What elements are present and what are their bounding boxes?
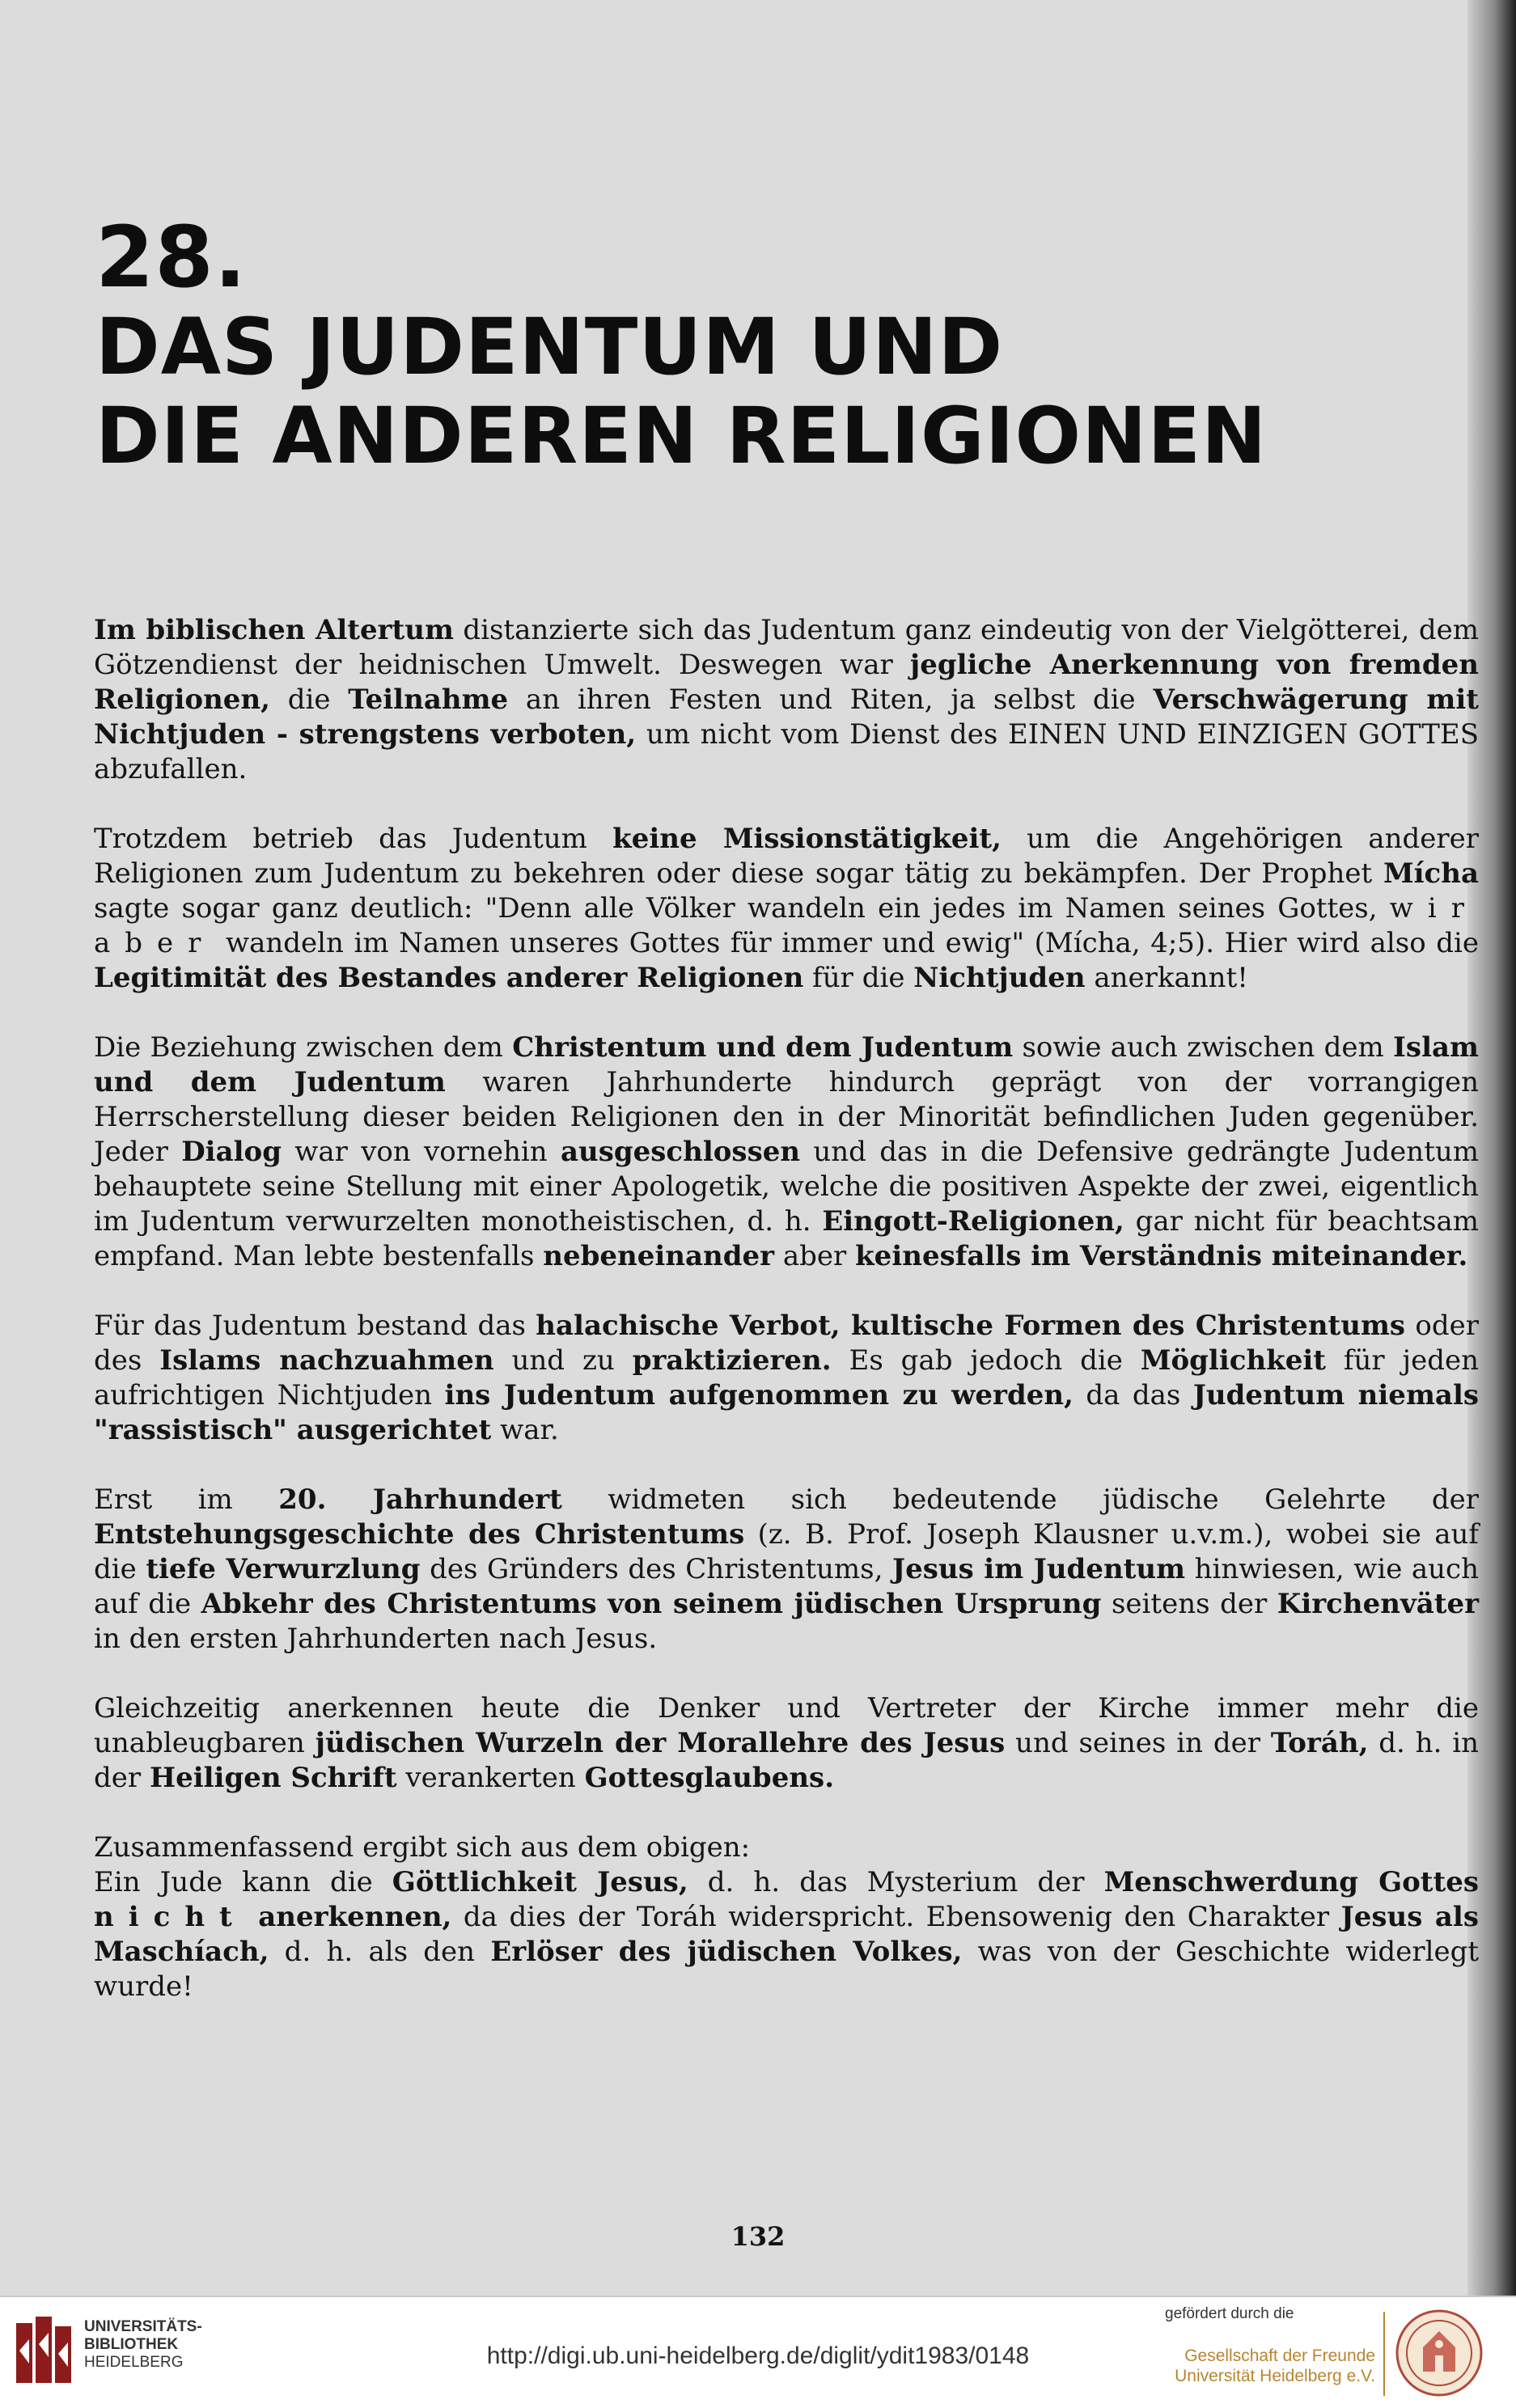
bold-phrase: Eingott-Religionen, (822, 1205, 1124, 1238)
summary-paragraph (94, 1830, 1479, 2004)
text-run: Erst im (94, 1483, 279, 1516)
bold-phrase: keine Missionstätigkeit, (612, 823, 1001, 855)
text-run: und das in die Defensive gedrängte Judentum behauptete seine Stellung mit einer Apologetik, welche die positiven Aspekte der zwei, eigentlich im Judentum verwurzelten monotheistischen, d. h. (94, 1136, 1480, 1238)
text-run: gar nicht für beachtsam empfand. Man lebte bestenfalls (94, 1205, 1479, 1272)
text-run: hinwiesen, wie auch auf die (94, 1553, 1479, 1620)
text-run: Es gab jedoch die (831, 1344, 1141, 1377)
text-run: aber (774, 1240, 856, 1272)
university-seal-icon (1395, 2309, 1484, 2397)
bold-phrase: Gottesglaubens. (584, 1762, 835, 1794)
bold-phrase: Möglichkeit (1140, 1344, 1326, 1377)
paragraph (94, 1483, 1479, 1657)
text-run: d. h. als den (269, 1936, 491, 1968)
paragraph (94, 822, 1479, 996)
bold-phrase: Nichtjuden (913, 962, 1086, 994)
text-run: Die Beziehung zwischen dem (94, 1031, 513, 1064)
text-run: war von vornehin (282, 1136, 561, 1168)
paragraph (94, 1691, 1479, 1796)
text-run: und seines in der (1005, 1727, 1271, 1759)
sponsor-intro: gefördert durch die (1165, 2305, 1294, 2322)
chapter-heading (95, 208, 1430, 481)
chapter-number: 28. (95, 208, 248, 307)
text-run: distanzierte sich das Judentum ganz eindeutig von der Vielgötterei, dem Götzendienst der heidnischen Umwelt. Deswegen war (94, 614, 1479, 681)
bold-phrase: 20. Jahrhundert (278, 1483, 562, 1516)
bold-phrase: Menschwerdung Gottes (1103, 1866, 1479, 1898)
bold-phrase: Islam und dem Judentum (94, 1031, 1479, 1098)
bold-phrase: jüdischen Wurzeln der Morallehre des Jesus (315, 1727, 1006, 1759)
sponsor-divider (1383, 2312, 1385, 2396)
bold-phrase: Heiligen Schrift (149, 1762, 397, 1794)
paragraph (94, 1030, 1479, 1274)
text-run: seitens der (1101, 1588, 1277, 1620)
bold-phrase: keinesfalls im Verständnis miteinander. (855, 1240, 1468, 1272)
bold-phrase: ausgeschlossen (560, 1136, 801, 1168)
paragraph (94, 1309, 1479, 1448)
bold-phrase: Dialog (181, 1136, 282, 1168)
text-run: da das (1073, 1379, 1193, 1411)
text-run: was von der Geschichte widerlegt wurde! (94, 1936, 1479, 2003)
bold-phrase: Islams nachzuahmen (159, 1344, 494, 1377)
text-run: Für das Judentum bestand das (94, 1310, 536, 1342)
text-run: und zu (493, 1344, 633, 1377)
text-run: um nicht vom Dienst des EINEN UND EINZIGEN GOTTES abzufallen. (94, 718, 1479, 785)
bold-phrase: praktizieren. (632, 1344, 832, 1377)
text-run: war. (491, 1414, 559, 1446)
sponsor-name-line-2: Universität Heidelberg e.V. (1175, 2367, 1375, 2385)
sponsor-credit (1165, 2305, 1375, 2386)
bold-phrase: jegliche Anerkennung von fremden Religionen, (94, 649, 1479, 716)
library-name-line-3: HEIDELBERG (84, 2354, 184, 2371)
bold-phrase: Jesus als Maschíach, (94, 1901, 1479, 1968)
bold-phrase: Judentum niemals "rassistisch" ausgerichtet (94, 1379, 1480, 1446)
text-run: Trotzdem betrieb das Judentum (94, 823, 613, 855)
sponsor-name-line-1: Gesellschaft der Freunde (1184, 2347, 1375, 2365)
text-run (247, 1901, 259, 1933)
text-run: d. h. in der (94, 1727, 1479, 1794)
text-run: sagte sogar ganz deutlich: "Denn alle Völker wandeln ein jedes im Namen seines Gottes, (94, 892, 1390, 925)
text-run: um die Angehörigen anderer Religionen zum Judentum zu bekehren oder diese sogar tätig zu bekämpfen. Der Prophet (94, 823, 1479, 890)
text-run: in den ersten Jahrhunderten nach Jesus. (94, 1623, 658, 1655)
bold-phrase: halachische Verbot, kultische Formen des Christentums (536, 1310, 1406, 1342)
text-run: verankerten (396, 1762, 585, 1794)
text-run: da dies der Toráh widerspricht. Ebensowenig den Charakter (451, 1901, 1341, 1933)
text-run: widmeten sich bedeutende jüdische Gelehrte der (561, 1483, 1479, 1516)
text-run: die (270, 683, 349, 716)
text-run: für die (803, 962, 914, 994)
bold-phrase: Kirchenväter (1277, 1588, 1479, 1620)
library-name-line-1: UNIVERSITÄTS- (84, 2318, 202, 2335)
text-run: sowie auch zwischen dem (1013, 1031, 1394, 1064)
library-name-line-2: BIBLIOTHEK (84, 2336, 179, 2353)
body-text (94, 613, 1479, 2039)
text-run: des Gründers des Christentums, (420, 1553, 892, 1585)
bold-phrase: ins Judentum aufgenommen zu werden, (444, 1379, 1073, 1411)
bold-phrase: Teilnahme (348, 683, 509, 716)
bold-phrase: nebeneinander (543, 1240, 775, 1272)
bold-phrase: anerkennen, (258, 1901, 452, 1933)
bold-phrase: Erlöser des jüdischen Volkes, (490, 1936, 963, 1968)
text-run: anerkannt! (1085, 962, 1248, 994)
text-run: wir aber (94, 892, 1479, 959)
text-run: für jeden aufrichtigen Nichtjuden (94, 1344, 1479, 1411)
bold-phrase: Entstehungsgeschichte des Christentums (94, 1518, 745, 1551)
text-run: waren Jahrhunderte hindurch geprägt von der vorrangigen Herrscherstellung dieser beiden Religionen den in der Minorität befindlichen Juden gegenüber. Jeder (94, 1066, 1480, 1168)
text-run: wandeln im Namen unseres Gottes für immer und ewig" (Mícha, 4;5). Hier wird also die (215, 927, 1479, 959)
summary-text (94, 1865, 1479, 2004)
text-run: an ihren Festen und Riten, ja selbst die (508, 683, 1154, 716)
bold-phrase: Im biblischen Altertum (94, 614, 454, 646)
bold-phrase: Legitimität des Bestandes anderer Religionen (94, 962, 804, 994)
bold-phrase: tiefe Verwurzlung (146, 1553, 421, 1585)
bold-phrase: Verschwägerung mit Nichtjuden - strengstens verboten, (94, 683, 1479, 751)
summary-intro: Zusammenfassend ergibt sich aus dem obigen: (94, 1831, 751, 1864)
text-run: (z. B. Prof. Joseph Klausner u.v.m.), wobei sie auf die (94, 1518, 1480, 1585)
chapter-title-line-1: DAS JUDENTUM UND (95, 302, 1004, 392)
bold-phrase: Abkehr des Christentums von seinem jüdischen Ursprung (201, 1588, 1102, 1620)
text-run: Gleichzeitig anerkennen heute die Denker und Vertreter der Kirche immer mehr die unableugbaren (94, 1692, 1479, 1759)
bold-phrase: nicht (94, 1901, 247, 1933)
text-run: d. h. das Mysterium der (688, 1866, 1104, 1898)
bold-phrase: Christentum und dem Judentum (512, 1031, 1014, 1064)
permalink-url[interactable]: http://digi.ub.uni-heidelberg.de/diglit/ydit1983/0148 (486, 2342, 1030, 2369)
paragraph (94, 613, 1479, 787)
bold-phrase: Toráh, (1270, 1727, 1369, 1759)
text-run: Ein Jude kann die (94, 1866, 392, 1898)
chapter-title-line-2: DIE ANDEREN RELIGIONEN (95, 391, 1268, 481)
digitization-footer (0, 2296, 1516, 2408)
bold-phrase: Jesus im Judentum (891, 1553, 1186, 1585)
bold-phrase: Göttlichkeit Jesus, (392, 1866, 688, 1898)
page-number: 132 (730, 2221, 786, 2252)
bold-phrase: Mícha (1383, 857, 1479, 890)
text-run: oder des (94, 1310, 1479, 1377)
